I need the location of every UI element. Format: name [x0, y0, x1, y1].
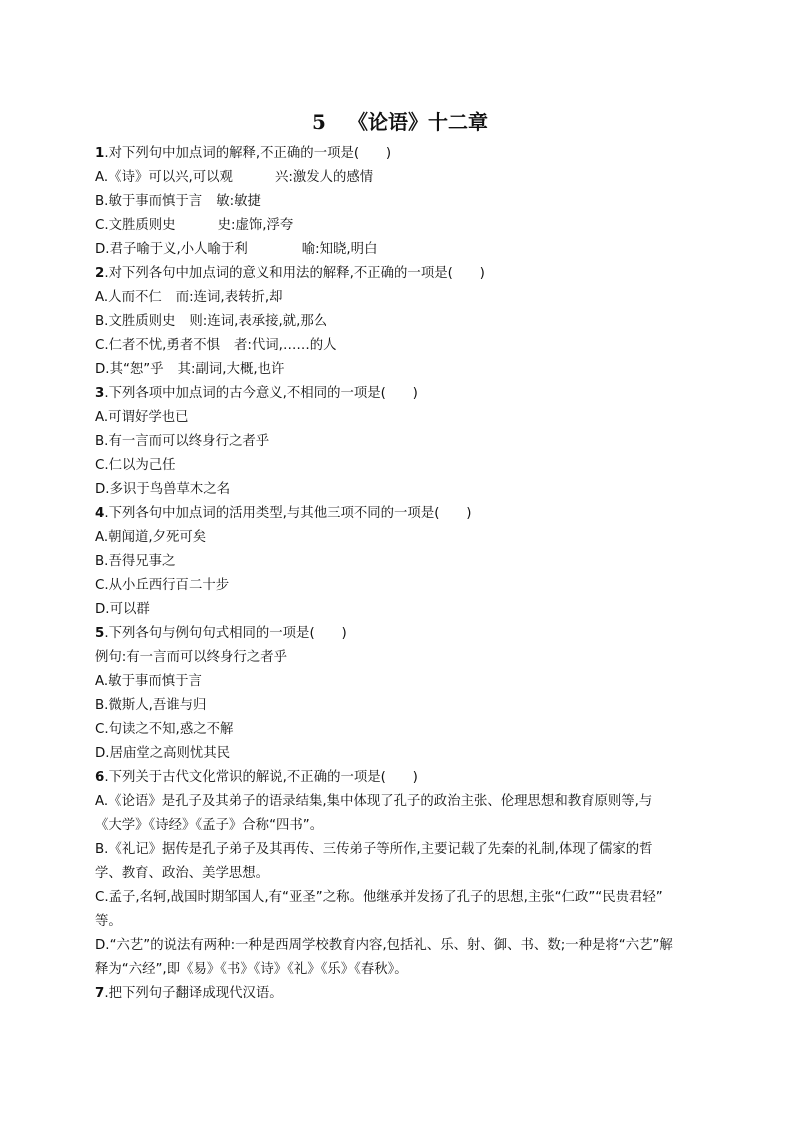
question-6-option-b-line2: 学、教育、政治、美学思想。 — [95, 866, 270, 881]
question-6-option-c-line2: 等。 — [95, 914, 122, 929]
question-5-option-a: A.敏于事而慎于言 — [95, 674, 202, 689]
question-6-option-b-line1: B.《礼记》据传是孔子弟子及其再传、三传弟子等所作,主要记载了先秦的礼制,体现了儒家的哲 — [95, 842, 653, 857]
question-3-option-d: D.多识于鸟兽草木之名 — [95, 482, 231, 497]
question-1-stem: 1.对下列句中加点词的解释,不正确的一项是( ) — [95, 146, 392, 161]
question-3-option-c: C.仁以为己任 — [95, 458, 176, 473]
question-6-option-a-line2: 《大学》《诗经》《孟子》合称“四书”。 — [95, 818, 324, 833]
lesson-title: 《论语》十二章 — [347, 110, 488, 134]
question-2-option-c: C.仁者不忧,勇者不惧 者:代词,……的人 — [95, 338, 337, 353]
question-2-stem: 2.对下列各句中加点词的意义和用法的解释,不正确的一项是( ) — [95, 266, 485, 281]
question-5-option-c: C.句读之不知,惑之不解 — [95, 722, 234, 737]
question-2-option-d: D.其“恕”乎 其:副词,大概,也许 — [95, 362, 285, 377]
question-6-stem: 6.下列关于古代文化常识的解说,不正确的一项是( ) — [95, 770, 418, 785]
question-1-option-c: C.文胜质则史 史:虚饰,浮夸 — [95, 218, 294, 233]
question-3-option-b: B.有一言而可以终身行之者乎 — [95, 434, 270, 449]
page-title — [95, 106, 705, 138]
question-1-option-a: A.《诗》可以兴,可以观 兴:激发人的感情 — [95, 170, 374, 185]
question-5-option-d: D.居庙堂之高则忧其民 — [95, 746, 231, 761]
question-1-option-b: B.敏于事而慎于言 敏:敏捷 — [95, 194, 261, 209]
question-2-option-a: A.人而不仁 而:连词,表转折,却 — [95, 290, 283, 305]
question-5-stem: 5.下列各句与例句句式相同的一项是( ) — [95, 626, 347, 641]
question-6-option-a-line1: A.《论语》是孔子及其弟子的语录结集,集中体现了孔子的政治主张、伦理思想和教育原则等,与 — [95, 794, 653, 809]
question-3-option-a: A.可谓好学也已 — [95, 410, 189, 425]
lesson-number: 5 — [312, 110, 326, 134]
question-5-option-b: B.微斯人,吾谁与归 — [95, 698, 207, 713]
question-4-option-c: C.从小丘西行百二十步 — [95, 578, 230, 593]
question-4-option-d: D.可以群 — [95, 602, 150, 617]
question-5-example: 例句:有一言而可以终身行之者乎 — [95, 650, 287, 665]
worksheet-page — [95, 106, 705, 1006]
question-2-option-b: B.文胜质则史 则:连词,表承接,就,那么 — [95, 314, 328, 329]
question-4-stem: 4.下列各句中加点词的活用类型,与其他三项不同的一项是( ) — [95, 506, 472, 521]
question-4-option-b: B.吾得兄事之 — [95, 554, 176, 569]
question-6-option-c-line1: C.孟子,名轲,战国时期邹国人,有“亚圣”之称。他继承并发扬了孔子的思想,主张“仁政”“民贵君轻” — [95, 890, 663, 905]
question-1-option-d: D.君子喻于义,小人喻于利 喻:知晓,明白 — [95, 242, 378, 257]
question-7-stem: 7.把下列句子翻译成现代汉语。 — [95, 986, 283, 1001]
question-6-option-d-line1: D.“六艺”的说法有两种:一种是西周学校教育内容,包括礼、乐、射、御、书、数;一种是将“六艺”解 — [95, 938, 673, 953]
question-4-option-a: A.朝闻道,夕死可矣 — [95, 530, 207, 545]
question-6-option-d-line2: 释为“六经”,即《易》《书》《诗》《礼》《乐》《春秋》。 — [95, 962, 408, 977]
question-3-stem: 3.下列各项中加点词的古今意义,不相同的一项是( ) — [95, 386, 418, 401]
